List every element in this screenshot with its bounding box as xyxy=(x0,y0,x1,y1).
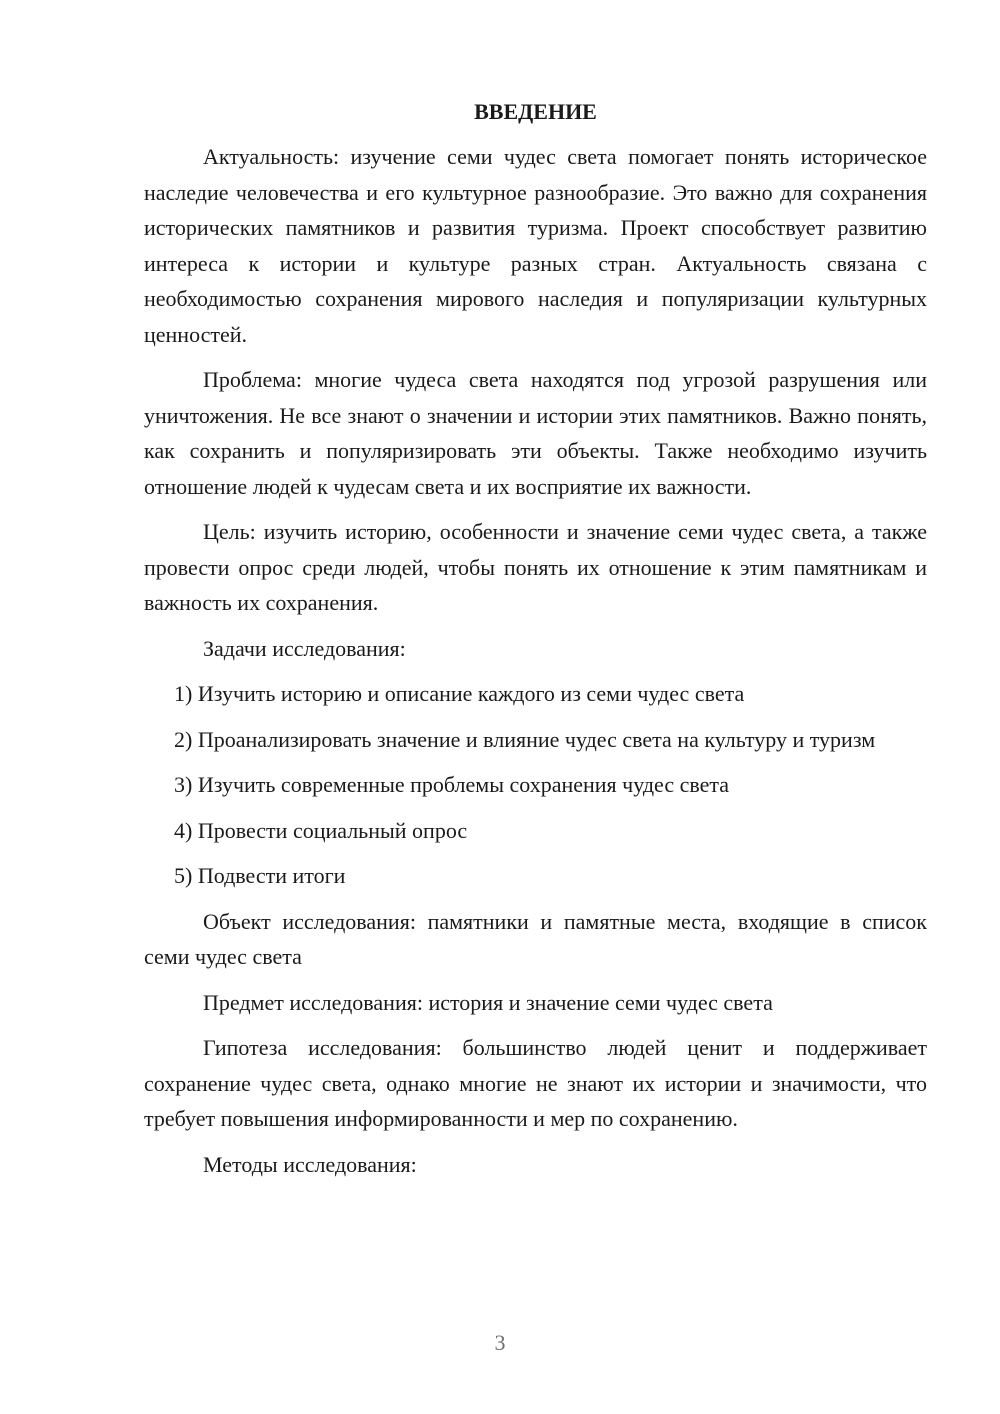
object-paragraph: Объект исследования: памятники и памятные места, входящие в список семи чудес света xyxy=(144,908,927,969)
problem-paragraph: Проблема: многие чудеса света находятся под угрозой разрушения или уничтожения. Не все знают о значении и истории этих памятников. Важно понять, как сохранить и популяризировать эти объекты. Также необходимо изучить отношение людей к чудесам света и их восприятие их важности. xyxy=(144,367,927,499)
task-item: 2) Проанализировать значение и влияние чудес света на культуру и туризм xyxy=(174,726,876,752)
task-item: 3) Изучить современные проблемы сохранения чудес света xyxy=(174,772,730,797)
page-body xyxy=(144,94,927,1192)
tasks-heading: Задачи исследования: xyxy=(203,635,406,661)
hypothesis-paragraph: Гипотеза исследования: большинство людей ценит и поддерживает сохранение чудес света, однако многие не знают их истории и значимости, что требует повышения информированности и мер по сохранению. xyxy=(144,1035,927,1131)
subject-paragraph: Предмет исследования: история и значение семи чудес света xyxy=(203,989,773,1015)
task-item: 1) Изучить историю и описание каждого из семи чудес света xyxy=(174,681,745,706)
page-number: 3 xyxy=(494,1330,506,1355)
methods-heading: Методы исследования: xyxy=(203,1151,417,1177)
task-item: 5) Подвести итоги xyxy=(174,863,346,888)
goal-paragraph: Цель: изучить историю, особенности и значение семи чудес света, а также провести опрос среди людей, чтобы понять их отношение к этим памятникам и важность их сохранения. xyxy=(144,519,927,615)
section-heading: ВВЕДЕНИЕ xyxy=(474,99,597,124)
relevance-paragraph: Актуальность: изучение семи чудес света помогает понять историческое наследие человечества и его культурное разнообразие. Это важно для сохранения исторических памятников и развития туризма. Проект способствует развитию интереса к истории и культуре разных стран. Актуальность связана с необходимостью сохранения мирового наследия и популяризации культурных ценностей. xyxy=(144,144,927,347)
task-item: 4) Провести социальный опрос xyxy=(174,817,468,843)
